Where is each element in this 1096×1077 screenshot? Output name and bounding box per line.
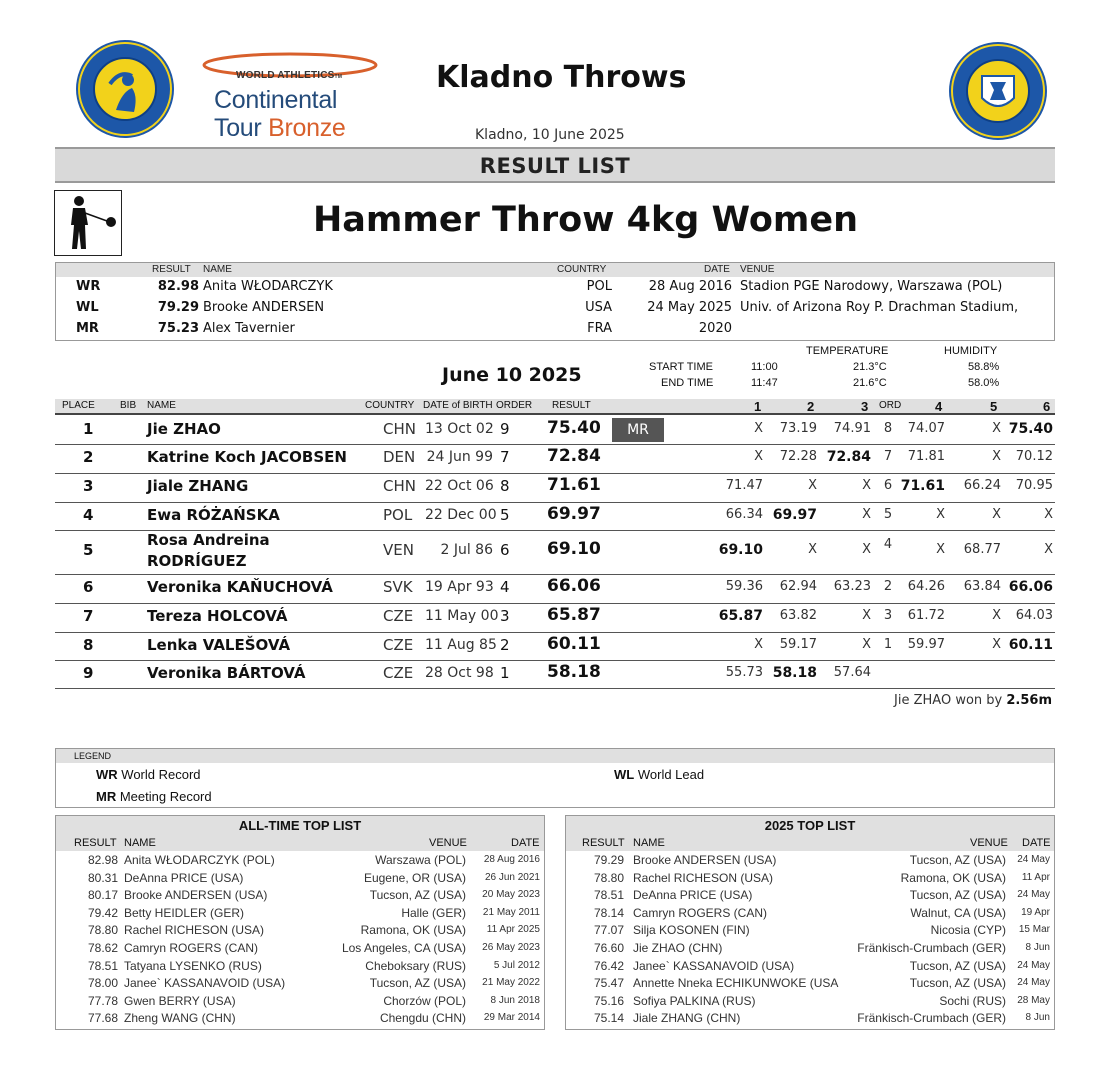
result: 75.40 bbox=[547, 418, 601, 438]
attempt-3: X bbox=[862, 542, 871, 557]
list-name: Rachel RICHESON (USA) bbox=[633, 870, 774, 885]
top-2025-list bbox=[565, 815, 1055, 1030]
record-result: 82.98 bbox=[157, 279, 199, 294]
record-date: 24 May 2025 bbox=[647, 300, 732, 315]
attempt-6: X bbox=[1044, 542, 1053, 557]
list-result: 75.14 bbox=[593, 1011, 624, 1026]
page-title: Kladno Throws bbox=[436, 60, 687, 95]
list-name: Tatyana LYSENKO (RUS) bbox=[124, 958, 262, 973]
list-result: 77.78 bbox=[87, 993, 118, 1008]
list-result: 78.00 bbox=[87, 976, 118, 991]
attempt-4: 71.61 bbox=[900, 478, 945, 494]
records-header bbox=[56, 263, 1054, 277]
attempt-5: X bbox=[992, 421, 1001, 436]
throw-order: 9 bbox=[500, 420, 510, 438]
col-result: RESULT bbox=[552, 400, 591, 411]
attempt-1: X bbox=[754, 637, 763, 652]
attempt-6: 60.11 bbox=[1008, 637, 1053, 653]
list-venue: Fränkisch-Crumbach (GER) bbox=[857, 941, 1006, 955]
list-name: Janee` KASSANAVOID (USA) bbox=[633, 958, 795, 973]
record-name: Alex Tavernier bbox=[203, 321, 295, 336]
result-row bbox=[55, 530, 1055, 575]
humidity-label: HUMIDITY bbox=[944, 345, 998, 357]
throw-order: 5 bbox=[500, 506, 510, 524]
list-venue: Eugene, OR (USA) bbox=[363, 870, 466, 885]
throw-order: 3 bbox=[500, 607, 510, 625]
attempt-4: X bbox=[936, 507, 945, 522]
attempt-6: 75.40 bbox=[1008, 421, 1053, 437]
list-name: Annette Nneka ECHIKUNWOKE (USA bbox=[633, 976, 839, 991]
col-order: ORDER bbox=[496, 400, 533, 411]
attempt-5: X bbox=[992, 507, 1001, 522]
list-date: 21 May 2011 bbox=[482, 906, 540, 918]
date-of-birth: 22 Dec 00 bbox=[425, 507, 497, 523]
attempt-2: 59.17 bbox=[779, 637, 817, 652]
attempt-order: 1 bbox=[883, 637, 893, 652]
attempt-1: 69.10 bbox=[718, 542, 763, 558]
list-venue: Fränkisch-Crumbach (GER) bbox=[857, 1011, 1006, 1026]
place: 8 bbox=[83, 636, 94, 654]
legend-item-wr: WR World Record bbox=[96, 767, 201, 782]
list-date: 19 Apr bbox=[1021, 906, 1050, 918]
start-time-label: START TIME bbox=[649, 361, 713, 373]
date-of-birth: 28 Oct 98 bbox=[425, 665, 494, 681]
result: 69.97 bbox=[547, 504, 601, 524]
athlete-country: POL bbox=[383, 506, 413, 524]
top-2025-title: 2025 TOP LIST bbox=[566, 816, 1054, 836]
place: 7 bbox=[83, 607, 94, 625]
attempt-5: 66.24 bbox=[963, 478, 1001, 493]
attempt-3: 72.84 bbox=[826, 449, 871, 465]
list-date: 28 May bbox=[1017, 994, 1050, 1006]
col-country: COUNTRY bbox=[365, 400, 415, 411]
list-result: 78.51 bbox=[593, 888, 624, 903]
result: 69.10 bbox=[547, 539, 601, 559]
attempt-2: X bbox=[808, 478, 817, 493]
athlete-name: Katrine Koch JACOBSEN bbox=[147, 448, 347, 466]
col-attempt-1: 1 bbox=[754, 399, 762, 414]
top-list-row bbox=[56, 852, 544, 869]
list-name: Betty HEIDLER (GER) bbox=[124, 905, 245, 920]
wa-tm: TM bbox=[334, 74, 343, 80]
result: 66.06 bbox=[547, 576, 601, 596]
results-column-header bbox=[55, 399, 1055, 415]
attempt-order: 7 bbox=[883, 449, 893, 464]
logo-kladno-hazi bbox=[76, 40, 174, 138]
col-attempt-6: 6 bbox=[1043, 399, 1051, 414]
humidity-end: 58.0% bbox=[968, 377, 1000, 389]
top-list-row bbox=[566, 922, 1054, 939]
list-venue: Halle (GER) bbox=[401, 905, 466, 920]
attempt-2: 63.82 bbox=[779, 608, 817, 623]
attempt-3: 63.23 bbox=[833, 579, 871, 594]
all-time-top-list bbox=[55, 815, 545, 1030]
result: 65.87 bbox=[547, 605, 601, 625]
result-row bbox=[55, 632, 1055, 661]
end-time-label: END TIME bbox=[661, 377, 714, 389]
competition-date: June 10 2025 bbox=[442, 364, 582, 386]
attempt-1: X bbox=[754, 421, 763, 436]
result-row bbox=[55, 502, 1055, 531]
attempt-4: 64.26 bbox=[907, 579, 945, 594]
wa-tour-bronze: Tour Bronze bbox=[214, 114, 346, 142]
result-row bbox=[55, 444, 1055, 474]
attempt-2: 69.97 bbox=[772, 507, 817, 523]
list-result: 77.07 bbox=[593, 923, 624, 938]
top-2025-header: RESULT NAME VENUE DATE bbox=[566, 836, 1054, 851]
start-time: 11:00 bbox=[751, 361, 778, 373]
list-venue: Nicosia (CYP) bbox=[930, 923, 1006, 938]
temperature-start: 21.3°C bbox=[853, 361, 887, 373]
date-of-birth: 24 Jun 99 bbox=[426, 449, 493, 465]
end-time: 11:47 bbox=[751, 377, 778, 389]
record-venue: Stadion PGE Narodowy, Warszawa (POL) bbox=[740, 279, 1003, 294]
attempt-1: X bbox=[754, 449, 763, 464]
attempt-2: X bbox=[808, 542, 817, 557]
list-venue: Chorzów (POL) bbox=[383, 993, 466, 1008]
attempt-5: 63.84 bbox=[963, 579, 1001, 594]
list-name: Anita WŁODARCZYK (POL) bbox=[124, 853, 275, 867]
attempt-order: 2 bbox=[883, 579, 893, 594]
top-list-row bbox=[566, 905, 1054, 922]
list-date: 21 May 2022 bbox=[482, 977, 540, 989]
date-of-birth: 22 Oct 06 bbox=[425, 478, 494, 494]
record-name: Anita WŁODARCZYK bbox=[203, 279, 333, 294]
list-name: Gwen BERRY (USA) bbox=[124, 993, 236, 1008]
attempt-3: 74.91 bbox=[833, 421, 871, 436]
list-name: Brooke ANDERSEN (USA) bbox=[633, 853, 777, 867]
attempt-1: 66.34 bbox=[725, 507, 763, 522]
attempt-order: 8 bbox=[883, 421, 893, 436]
records-box bbox=[55, 262, 1055, 341]
record-date: 28 Aug 2016 bbox=[648, 279, 732, 294]
top-list-row bbox=[56, 905, 544, 922]
col-attempt-3: 3 bbox=[861, 399, 869, 414]
list-venue: Tucson, AZ (USA) bbox=[369, 888, 466, 903]
list-result: 79.42 bbox=[87, 905, 118, 920]
attempt-order: 6 bbox=[883, 478, 893, 493]
result-list-banner: RESULT LIST bbox=[55, 147, 1055, 183]
list-date: 26 May 2023 bbox=[482, 942, 540, 953]
list-venue: Chengdu (CHN) bbox=[379, 1011, 466, 1026]
attempt-4: 74.07 bbox=[907, 421, 945, 436]
attempt-5: X bbox=[992, 449, 1001, 464]
list-venue: Ramona, OK (USA) bbox=[360, 923, 466, 938]
list-venue: Warszawa (POL) bbox=[375, 853, 466, 867]
athlete-name-line2: RODRÍGUEZ bbox=[147, 552, 247, 570]
result-row bbox=[55, 416, 1055, 445]
list-venue: Sochi (RUS) bbox=[939, 993, 1006, 1008]
athlete-name: Rosa Andreina bbox=[147, 531, 270, 549]
list-venue: Los Angeles, CA (USA) bbox=[341, 941, 466, 955]
list-result: 75.16 bbox=[593, 993, 624, 1008]
top-list-row bbox=[56, 1010, 544, 1027]
attempt-1: 71.47 bbox=[725, 478, 763, 493]
list-name: Zheng WANG (CHN) bbox=[124, 1011, 236, 1026]
list-name: Brooke ANDERSEN (USA) bbox=[124, 888, 268, 903]
list-name: Camryn ROGERS (CAN) bbox=[633, 905, 768, 920]
top-list-row bbox=[56, 940, 544, 957]
list-date: 24 May bbox=[1017, 854, 1050, 865]
attempt-3: 57.64 bbox=[833, 665, 871, 680]
date-of-birth: 13 Oct 02 bbox=[425, 421, 494, 437]
athlete-country: VEN bbox=[383, 541, 414, 559]
attempt-2: 73.19 bbox=[779, 421, 817, 436]
date-of-birth: 19 Apr 93 bbox=[425, 579, 494, 595]
attempt-6: 66.06 bbox=[1008, 579, 1053, 595]
col-bib: BIB bbox=[120, 400, 137, 411]
attempt-2: 72.28 bbox=[779, 449, 817, 464]
top-list-row bbox=[56, 887, 544, 904]
temperature-label: TEMPERATURE bbox=[806, 345, 889, 357]
list-name: DeAnna PRICE (USA) bbox=[633, 888, 753, 903]
records-header-name: NAME bbox=[203, 264, 232, 275]
record-country: POL bbox=[586, 279, 612, 294]
list-date: 15 Mar bbox=[1018, 924, 1050, 936]
col-attempt-4: 4 bbox=[935, 399, 943, 414]
athlete-country: DEN bbox=[383, 448, 416, 466]
list-date: 26 Jun 2021 bbox=[484, 871, 540, 883]
throw-order: 6 bbox=[500, 541, 510, 559]
list-venue: Tucson, AZ (USA) bbox=[909, 853, 1006, 867]
list-venue: Ramona, OK (USA) bbox=[900, 870, 1006, 885]
result-row bbox=[55, 660, 1055, 689]
col-ord: ORD bbox=[879, 400, 902, 411]
list-result: 77.68 bbox=[87, 1011, 118, 1026]
list-result: 76.42 bbox=[593, 958, 624, 973]
athlete-name: Ewa RÓŻAŃSKA bbox=[147, 506, 280, 524]
place: 1 bbox=[83, 420, 94, 438]
list-date: 8 Jun 2018 bbox=[490, 994, 540, 1006]
attempt-order: 4 bbox=[883, 537, 893, 552]
top-list-row bbox=[566, 993, 1054, 1010]
throw-order: 7 bbox=[500, 448, 510, 466]
record-country: USA bbox=[585, 300, 612, 315]
legend-item-mr: MR Meeting Record bbox=[96, 789, 212, 804]
result: 72.84 bbox=[547, 446, 601, 466]
hammer-throw-pictogram bbox=[54, 190, 122, 256]
attempt-4: 61.72 bbox=[907, 608, 945, 623]
record-code: WR bbox=[76, 279, 101, 294]
list-name: Camryn ROGERS (CAN) bbox=[124, 941, 259, 955]
throw-order: 2 bbox=[500, 636, 510, 654]
list-result: 80.31 bbox=[87, 870, 118, 885]
attempt-5: X bbox=[992, 637, 1001, 652]
result-row bbox=[55, 574, 1055, 604]
winning-margin: Jie ZHAO won by 2.56m bbox=[894, 693, 1052, 708]
athlete-name: Tereza HOLCOVÁ bbox=[147, 607, 288, 625]
result: 71.61 bbox=[547, 475, 601, 495]
throw-order: 4 bbox=[500, 578, 510, 596]
humidity-start: 58.8% bbox=[968, 361, 1000, 373]
legend-title: LEGEND bbox=[74, 751, 112, 761]
list-result: 76.60 bbox=[593, 941, 624, 955]
list-result: 78.14 bbox=[593, 905, 624, 920]
list-date: 11 Apr 2025 bbox=[486, 924, 540, 936]
place: 9 bbox=[83, 664, 94, 682]
record-code: MR bbox=[76, 321, 99, 336]
athlete-name: Veronika KAŇUCHOVÁ bbox=[147, 578, 333, 596]
records-header-country: COUNTRY bbox=[557, 264, 607, 275]
record-result: 75.23 bbox=[157, 321, 199, 336]
attempt-order: 5 bbox=[883, 507, 893, 522]
list-name: Janee` KASSANAVOID (USA) bbox=[124, 976, 286, 991]
list-result: 79.29 bbox=[593, 853, 624, 867]
result-row bbox=[55, 603, 1055, 633]
attempt-4: X bbox=[936, 542, 945, 557]
place: 2 bbox=[83, 448, 94, 466]
list-date: 5 Jul 2012 bbox=[493, 959, 540, 971]
athlete-country: CHN bbox=[383, 477, 416, 495]
place: 6 bbox=[83, 578, 94, 596]
attempt-3: X bbox=[862, 637, 871, 652]
top-list-row bbox=[566, 887, 1054, 904]
result: 58.18 bbox=[547, 662, 601, 682]
list-date: 24 May bbox=[1017, 889, 1050, 901]
list-date: 11 Apr bbox=[1021, 871, 1050, 883]
list-venue: Cheboksary (RUS) bbox=[365, 958, 466, 973]
list-result: 78.51 bbox=[87, 958, 118, 973]
attempt-5: X bbox=[992, 608, 1001, 623]
place: 4 bbox=[83, 506, 94, 524]
col-attempt-2: 2 bbox=[807, 399, 815, 414]
list-date: 28 Aug 2016 bbox=[483, 854, 540, 865]
list-name: Rachel RICHESON (USA) bbox=[124, 923, 265, 938]
date-of-birth: 11 Aug 85 bbox=[425, 637, 497, 653]
top-list-row bbox=[56, 958, 544, 975]
wa-continental: Continental bbox=[214, 86, 338, 114]
event-title: Hammer Throw 4kg Women bbox=[313, 200, 859, 240]
col-name: NAME bbox=[147, 400, 176, 411]
list-date: 24 May bbox=[1017, 977, 1050, 989]
result-row bbox=[55, 473, 1055, 503]
athlete-country: CZE bbox=[383, 636, 414, 654]
list-result: 78.62 bbox=[87, 941, 118, 955]
attempt-6: 70.12 bbox=[1015, 449, 1053, 464]
list-name: Sofiya PALKINA (RUS) bbox=[633, 993, 756, 1008]
col-place: PLACE bbox=[62, 400, 95, 411]
attempt-6: 64.03 bbox=[1015, 608, 1053, 623]
logo-ac-tepo-kladno bbox=[949, 42, 1047, 140]
world-athletics-logo bbox=[200, 50, 382, 145]
temperature-end: 21.6°C bbox=[853, 377, 887, 389]
athlete-country: SVK bbox=[383, 578, 413, 596]
place: 5 bbox=[83, 541, 94, 559]
record-venue: Univ. of Arizona Roy P. Drachman Stadium, bbox=[740, 300, 1019, 315]
top-list-row bbox=[56, 922, 544, 939]
records-header-result: RESULT bbox=[152, 264, 191, 275]
place: 3 bbox=[83, 477, 94, 495]
attempt-4: 71.81 bbox=[907, 449, 945, 464]
attempt-2: 58.18 bbox=[772, 665, 817, 681]
list-venue: Tucson, AZ (USA) bbox=[369, 976, 466, 991]
top-list-row bbox=[566, 870, 1054, 887]
attempt-5: 68.77 bbox=[963, 542, 1001, 557]
result: 60.11 bbox=[547, 634, 601, 654]
athlete-country: CZE bbox=[383, 664, 414, 682]
list-venue: Tucson, AZ (USA) bbox=[909, 958, 1006, 973]
list-name: Jie ZHAO (CHN) bbox=[633, 941, 723, 955]
top-list-row bbox=[566, 975, 1054, 992]
top-list-row bbox=[566, 940, 1054, 957]
attempt-3: X bbox=[862, 478, 871, 493]
record-badge: MR bbox=[612, 418, 664, 442]
record-country: FRA bbox=[587, 321, 612, 336]
records-header-date: DATE bbox=[704, 264, 730, 275]
top-list-row bbox=[566, 958, 1054, 975]
athlete-name: Lenka VALEŠOVÁ bbox=[147, 636, 291, 654]
attempt-6: X bbox=[1044, 507, 1053, 522]
date-of-birth: 11 May 00 bbox=[425, 608, 499, 624]
attempt-1: 65.87 bbox=[718, 608, 763, 624]
attempt-2: 62.94 bbox=[779, 579, 817, 594]
list-result: 82.98 bbox=[87, 853, 118, 867]
top-list-row bbox=[56, 870, 544, 887]
athlete-name: Jie ZHAO bbox=[147, 420, 221, 438]
wa-line1: WORLD ATHLETICS bbox=[236, 70, 335, 81]
attempt-order: 3 bbox=[883, 608, 893, 623]
list-date: 29 Mar 2014 bbox=[483, 1012, 540, 1024]
attempt-3: X bbox=[862, 608, 871, 623]
throw-order: 8 bbox=[500, 477, 510, 495]
record-name: Brooke ANDERSEN bbox=[203, 300, 325, 315]
list-name: Jiale ZHANG (CHN) bbox=[633, 1011, 741, 1026]
list-venue: Tucson, AZ (USA) bbox=[909, 976, 1006, 991]
athlete-country: CZE bbox=[383, 607, 414, 625]
legend-box bbox=[55, 748, 1055, 808]
attempt-3: X bbox=[862, 507, 871, 522]
list-venue: Tucson, AZ (USA) bbox=[909, 888, 1006, 903]
list-result: 78.80 bbox=[593, 870, 624, 885]
record-code: WL bbox=[76, 300, 99, 315]
list-date: 24 May bbox=[1017, 959, 1050, 971]
top-list-row bbox=[56, 993, 544, 1010]
attempt-6: 70.95 bbox=[1015, 478, 1053, 493]
records-header-venue: VENUE bbox=[740, 264, 775, 275]
record-date: 2020 bbox=[698, 321, 732, 336]
top-list-row bbox=[56, 975, 544, 992]
attempt-1: 55.73 bbox=[725, 665, 763, 680]
date-of-birth: 2 Jul 86 bbox=[440, 542, 493, 558]
legend-item-wl: WL World Lead bbox=[614, 767, 705, 782]
list-result: 78.80 bbox=[87, 923, 118, 938]
athlete-name: Veronika BÁRTOVÁ bbox=[147, 664, 306, 682]
all-time-header: RESULT NAME VENUE DATE bbox=[56, 836, 544, 851]
list-date: 8 Jun bbox=[1025, 942, 1050, 953]
col-attempt-5: 5 bbox=[990, 399, 998, 414]
attempt-1: 59.36 bbox=[725, 579, 763, 594]
list-result: 80.17 bbox=[87, 888, 118, 903]
record-result: 79.29 bbox=[157, 300, 199, 315]
top-list-row bbox=[566, 852, 1054, 869]
list-name: Silja KOSONEN (FIN) bbox=[633, 923, 750, 938]
list-date: 8 Jun bbox=[1025, 1012, 1050, 1024]
throw-order: 1 bbox=[500, 664, 510, 682]
athlete-name: Jiale ZHANG bbox=[147, 477, 249, 495]
top-list-row bbox=[566, 1010, 1054, 1027]
athlete-country: CHN bbox=[383, 420, 416, 438]
list-name: DeAnna PRICE (USA) bbox=[124, 870, 244, 885]
list-date: 20 May 2023 bbox=[482, 889, 540, 901]
list-venue: Walnut, CA (USA) bbox=[910, 905, 1006, 920]
list-result: 75.47 bbox=[593, 976, 624, 991]
attempt-4: 59.97 bbox=[907, 637, 945, 652]
col-dob: DATE of BIRTH bbox=[423, 400, 493, 411]
meeting-place-date: Kladno, 10 June 2025 bbox=[475, 127, 625, 143]
all-time-title: ALL-TIME TOP LIST bbox=[56, 816, 544, 836]
